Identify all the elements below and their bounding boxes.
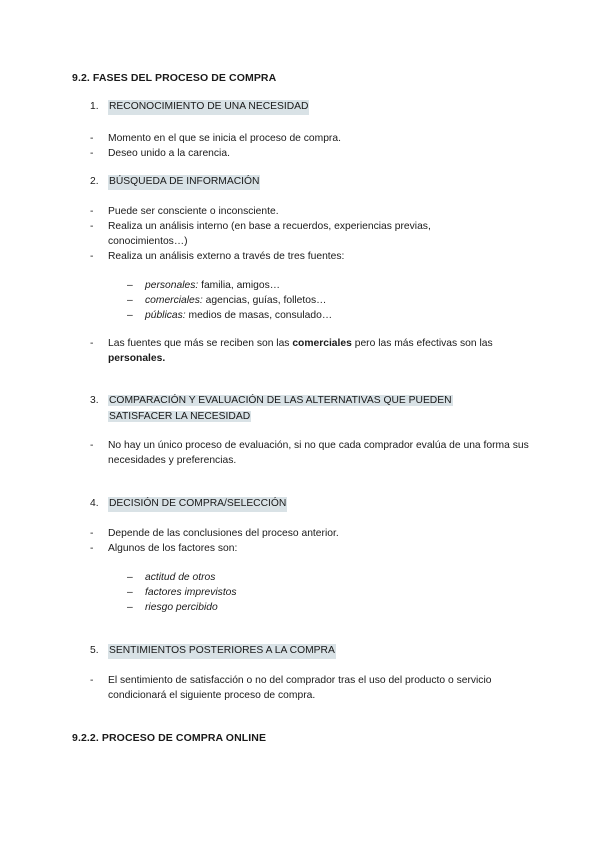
bullet-dash: - xyxy=(90,543,94,554)
bullet-item xyxy=(90,219,450,249)
factor-item xyxy=(127,600,527,615)
bullet-item xyxy=(90,336,530,366)
note-text: Las fuentes que más se reciben son las xyxy=(108,338,293,349)
subsection-5-heading xyxy=(90,644,336,659)
subsection-number: 1. xyxy=(90,101,99,112)
bullet-dash: - xyxy=(90,338,94,349)
bullet-dash: - xyxy=(90,206,94,217)
bullet-item xyxy=(90,249,530,264)
subbullet-dash: – xyxy=(127,602,133,613)
subsection-number: 5. xyxy=(90,645,99,656)
section-heading: 9.2. FASES DEL PROCESO DE COMPRA xyxy=(72,72,277,84)
bullet-dash: - xyxy=(90,528,94,539)
subsection-number: 2. xyxy=(90,176,99,187)
factor-text: actitud de otros xyxy=(145,572,216,583)
bullet-item xyxy=(90,438,530,468)
source-detail: familia, amigos… xyxy=(198,280,281,291)
subbullet-dash: – xyxy=(127,572,133,583)
subsection-title-line: COMPARACIÓN Y EVALUACIÓN DE LAS ALTERNATIVAS QUE PUEDEN xyxy=(109,395,452,406)
bullet-item xyxy=(90,526,530,541)
bullet-text: Puede ser consciente o inconsciente. xyxy=(108,206,279,217)
bullet-dash: - xyxy=(90,251,94,262)
source-detail: agencias, guías, folletos… xyxy=(202,295,327,306)
subbullet-dash: – xyxy=(127,280,133,291)
bullet-item xyxy=(90,673,530,703)
note-bold-personales: personales. xyxy=(108,353,166,364)
bullet-dash: - xyxy=(90,148,94,159)
subsection-title: BÚSQUEDA DE INFORMACIÓN xyxy=(108,175,260,190)
note-text: pero las más efectivas son las xyxy=(351,338,493,349)
subsection-4-heading xyxy=(90,497,287,512)
source-item xyxy=(127,293,527,308)
source-term: personales: xyxy=(145,280,199,291)
bullet-text xyxy=(108,336,530,366)
factor-item xyxy=(127,585,527,600)
subsection-title-line: SATISFACER LA NECESIDAD xyxy=(109,411,251,422)
subsection-number: 3. xyxy=(90,395,99,406)
bullet-text: No hay un único proceso de evaluación, si no que cada comprador evalúa de una forma sus necesidades y preferencias. xyxy=(108,440,529,466)
bullet-dash: - xyxy=(90,675,94,686)
subbullet-dash: – xyxy=(127,587,133,598)
subsection-title xyxy=(108,393,453,425)
bullet-text: Realiza un análisis interno (en base a recuerdos, experiencias previas, conocimientos…) xyxy=(108,221,431,247)
subsection-2-heading xyxy=(90,175,260,190)
bullet-text: Momento en el que se inicia el proceso de compra. xyxy=(108,133,341,144)
bullet-item xyxy=(90,146,530,161)
bullet-text: El sentimiento de satisfacción o no del comprador tras el uso del producto o servicio condicionará el siguiente proceso de compra. xyxy=(108,675,492,701)
bullet-item xyxy=(90,204,530,219)
subsection-title: SENTIMIENTOS POSTERIORES A LA COMPRA xyxy=(108,644,336,659)
bullet-item xyxy=(90,541,530,556)
bullet-text: Deseo unido a la carencia. xyxy=(108,148,230,159)
factor-text: riesgo percibido xyxy=(145,602,218,613)
subsection-3-heading xyxy=(90,393,453,425)
subbullet-dash: – xyxy=(127,310,133,321)
factor-text: factores imprevistos xyxy=(145,587,237,598)
note-bold-comerciales: comerciales xyxy=(292,338,352,349)
bullet-item xyxy=(90,131,530,146)
subbullet-dash: – xyxy=(127,295,133,306)
bullet-dash: - xyxy=(90,440,94,451)
source-term: comerciales: xyxy=(145,295,203,306)
bullet-text: Realiza un análisis externo a través de tres fuentes: xyxy=(108,251,345,262)
source-item xyxy=(127,308,527,323)
bullet-dash: - xyxy=(90,221,94,232)
factor-item xyxy=(127,570,527,585)
bullet-text: Depende de las conclusiones del proceso anterior. xyxy=(108,528,339,539)
subsection-title: RECONOCIMIENTO DE UNA NECESIDAD xyxy=(108,100,309,115)
source-item xyxy=(127,278,527,293)
subsection-number: 4. xyxy=(90,498,99,509)
bullet-text: Algunos de los factores son: xyxy=(108,543,238,554)
bullet-dash: - xyxy=(90,133,94,144)
source-detail: medios de masas, consulado… xyxy=(185,310,333,321)
source-term: públicas: xyxy=(145,310,186,321)
subsection-title: DECISIÓN DE COMPRA/SELECCIÓN xyxy=(108,497,287,512)
section-heading-online: 9.2.2. PROCESO DE COMPRA ONLINE xyxy=(72,732,267,744)
subsection-1-heading xyxy=(90,100,309,115)
